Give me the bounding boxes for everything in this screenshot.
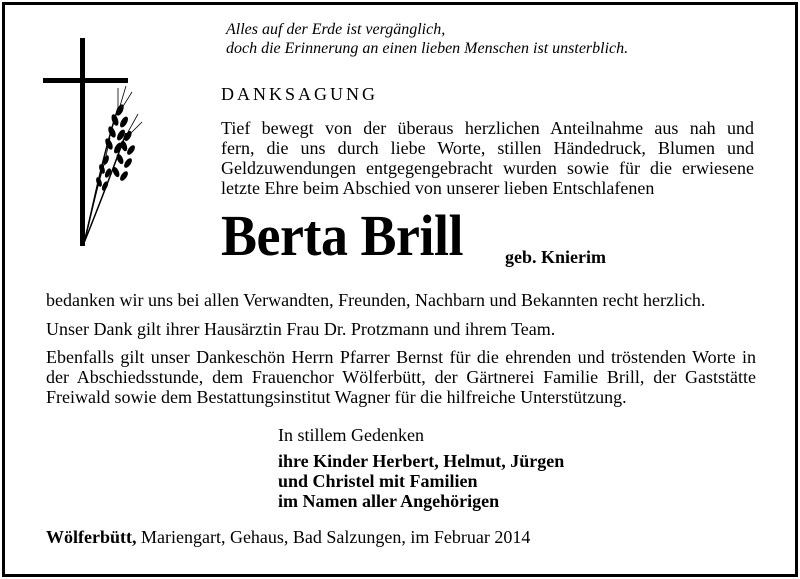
motto <box>226 20 786 58</box>
heading: DANKSAGUNG <box>221 84 379 104</box>
family-line: und Christel mit Familien <box>278 471 478 491</box>
birth-name: geb. Knierim <box>505 247 606 267</box>
deceased-name: Berta Brill <box>221 203 464 268</box>
motto-line: Alles auf der Erde ist vergänglich, <box>226 21 446 38</box>
closing-phrase: In stillem Gedenken <box>278 425 424 445</box>
intro-line: Tief bewegt von der überaus herzlichen Anteilnahme aus nah und <box>221 118 754 138</box>
place-rest: Mariengart, Gehaus, Bad Salzungen, im Februar 2014 <box>140 527 531 547</box>
family-line: im Namen aller Angehörigen <box>278 491 500 511</box>
intro-line: Geldzuwendungen entgegengebracht wurden sowie für die erwiesene <box>221 158 754 178</box>
cross-with-wheat-icon <box>40 38 160 258</box>
intro-text <box>221 118 754 198</box>
intro-line: letzte Ehre beim Abschied von unserer lieben Entschlafenen <box>221 178 655 198</box>
place-date <box>46 527 530 548</box>
thanks-paragraph: bedanken wir uns bei allen Verwandten, Freunden, Nachbarn und Bekannten recht herzlich. <box>46 290 706 310</box>
pastor-paragraph: Ebenfalls gilt unser Dankeschön Herrn Pfarrer Bernst für die ehrenden und tröstenden Worte in der Abschiedsstunde, dem Frauenchor Wölferbütt, der Gärtnerei Familie Brill, der Gaststätte Freiwald sowie dem Bestattungsinstitut Wagner für die hilfreiche Unterstützung. <box>46 347 756 407</box>
doctor-paragraph: Unser Dank gilt ihrer Hausärztin Frau Dr. Protzmann und ihrem Team. <box>46 319 556 339</box>
deceased-name-row <box>221 203 481 268</box>
family-signature <box>278 451 564 511</box>
place-town: Wölferbütt, <box>46 527 137 547</box>
family-line: ihre Kinder Herbert, Helmut, Jürgen <box>278 451 565 471</box>
motto-line: doch die Erinnerung an einen lieben Menschen ist unsterblich. <box>226 40 629 57</box>
intro-line: fern, die uns durch liebe Worte, stillen Händedruck, Blumen und <box>221 138 754 158</box>
